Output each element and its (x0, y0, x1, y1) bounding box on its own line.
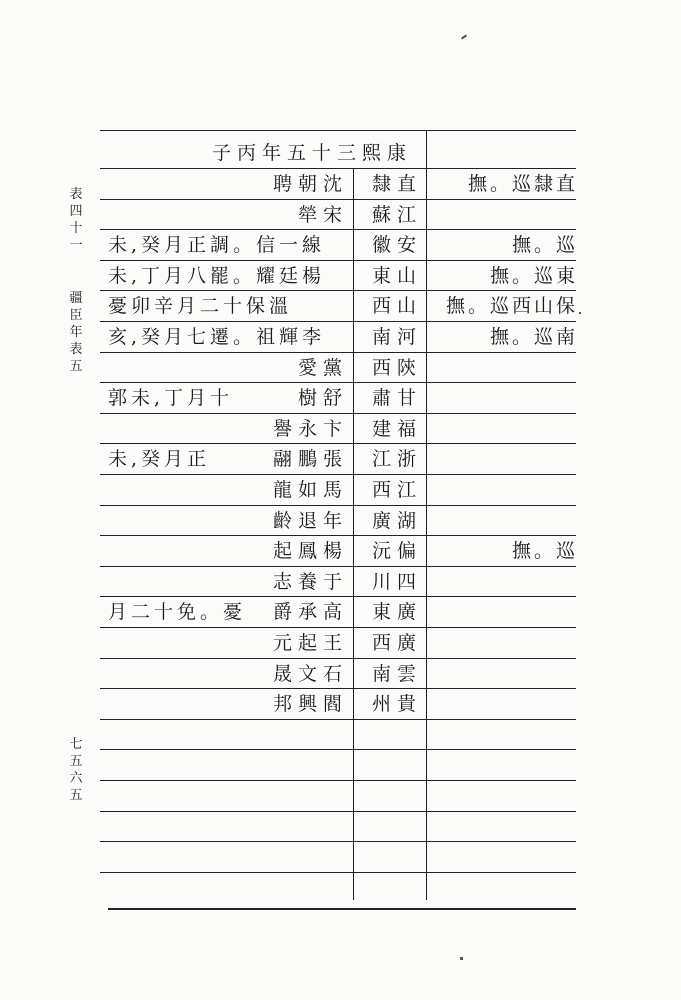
governor-title: 撫。巡東 (489, 265, 578, 287)
province-name: 州貴 (371, 693, 422, 715)
province-name: 徽安 (371, 234, 422, 256)
event-text: 未,癸月正 (108, 448, 211, 470)
column-rule (353, 168, 354, 900)
official-name: 聘朝沈 (272, 173, 348, 195)
province-name: 江浙 (371, 448, 422, 470)
province-name: 西廣 (371, 632, 422, 654)
row-rule (100, 505, 576, 506)
page-number (66, 736, 86, 804)
governor-title: 撫。巡 (511, 540, 578, 562)
row-rule (100, 535, 576, 536)
governor-title: 撫。巡 (511, 234, 578, 256)
margin-title (66, 290, 86, 375)
margin-char: 疆 (69, 291, 83, 306)
event-text: 郭未,丁月十 (108, 387, 234, 409)
event-text: 未,癸月正調。信一線 (108, 234, 326, 256)
province-name: 東廣 (371, 601, 422, 623)
margin-char: 臣 (69, 308, 83, 323)
row-rule (100, 443, 576, 444)
event-text: 未,丁月八罷。耀廷楊 (108, 265, 326, 287)
row-rule (100, 413, 576, 414)
table-top-rule (100, 130, 576, 131)
official-name: 犖宋 (297, 204, 348, 226)
official-name: 譽永卞 (272, 418, 348, 440)
margin-char: 五 (69, 788, 83, 803)
row-rule (100, 260, 576, 261)
row-rule (100, 749, 576, 750)
header-rule (100, 168, 576, 169)
margin-char: 七 (69, 737, 83, 752)
margin-char: 表 (69, 342, 83, 357)
official-name: 龍如馬 (272, 479, 348, 501)
governor-title: 撫。巡西山保 (445, 295, 578, 317)
province-name: 建福 (371, 418, 422, 440)
province-name: 西陝 (371, 357, 422, 379)
row-rule (100, 627, 576, 628)
row-rule (100, 229, 576, 230)
official-name: 樹舒 (297, 387, 348, 409)
official-name: 爵承高 (272, 601, 348, 623)
row-rule (100, 596, 576, 597)
row-rule (100, 719, 576, 720)
province-name: 廣湖 (371, 510, 422, 532)
province-name: 沅偏 (371, 540, 422, 562)
year-header: 子丙年五十三熙康 (211, 142, 412, 164)
row-rule (100, 688, 576, 689)
governor-title: 撫。巡隸直 (467, 173, 578, 195)
row-rule (100, 382, 576, 383)
province-name: 西山 (371, 295, 422, 317)
row-rule (100, 780, 576, 781)
official-name: 齡退年 (272, 510, 348, 532)
province-name: 東山 (371, 265, 422, 287)
scan-mark (460, 957, 463, 960)
province-name: 隸直 (371, 173, 422, 195)
official-name: 邦興閻 (272, 693, 348, 715)
official-name: 愛黨 (297, 357, 348, 379)
row-rule (100, 811, 576, 812)
row-rule (100, 352, 576, 353)
column-rule (426, 130, 427, 900)
province-name: 西江 (371, 479, 422, 501)
event-text: 月二十免。憂 (108, 601, 247, 623)
province-name: 川四 (371, 571, 422, 593)
province-name: 南雲 (371, 663, 422, 685)
margin-section-label (66, 186, 86, 254)
margin-char: 四 (69, 204, 83, 219)
margin-char: 六 (69, 771, 83, 786)
row-rule (100, 658, 576, 659)
governor-title: 撫。巡南 (489, 326, 578, 348)
margin-char: 一 (69, 238, 83, 253)
row-rule (100, 841, 576, 842)
province-name: 肅甘 (371, 387, 422, 409)
table-bottom-rule (108, 908, 576, 910)
margin-char: 五 (69, 359, 83, 374)
margin-char: 表 (69, 187, 83, 202)
event-text: 憂卯辛月二十保溫 (108, 295, 293, 317)
province-name: 蘇江 (371, 204, 422, 226)
margin-char: 年 (69, 325, 83, 340)
row-rule (100, 566, 576, 567)
row-rule (100, 290, 576, 291)
row-rule (100, 872, 576, 873)
row-rule (100, 199, 576, 200)
official-name: 翮鵬張 (272, 448, 348, 470)
official-name: 起鳳楊 (272, 540, 348, 562)
official-name: 元起王 (272, 632, 348, 654)
scan-mark (579, 312, 581, 314)
official-name: 晟文石 (272, 663, 348, 685)
margin-char: 十 (69, 221, 83, 236)
scan-mark (461, 34, 467, 39)
row-rule (100, 321, 576, 322)
province-name: 南河 (371, 326, 422, 348)
event-text: 亥,癸月七遷。祖輝李 (108, 326, 326, 348)
official-name: 志養于 (272, 571, 348, 593)
row-rule (100, 474, 576, 475)
margin-char: 五 (69, 754, 83, 769)
